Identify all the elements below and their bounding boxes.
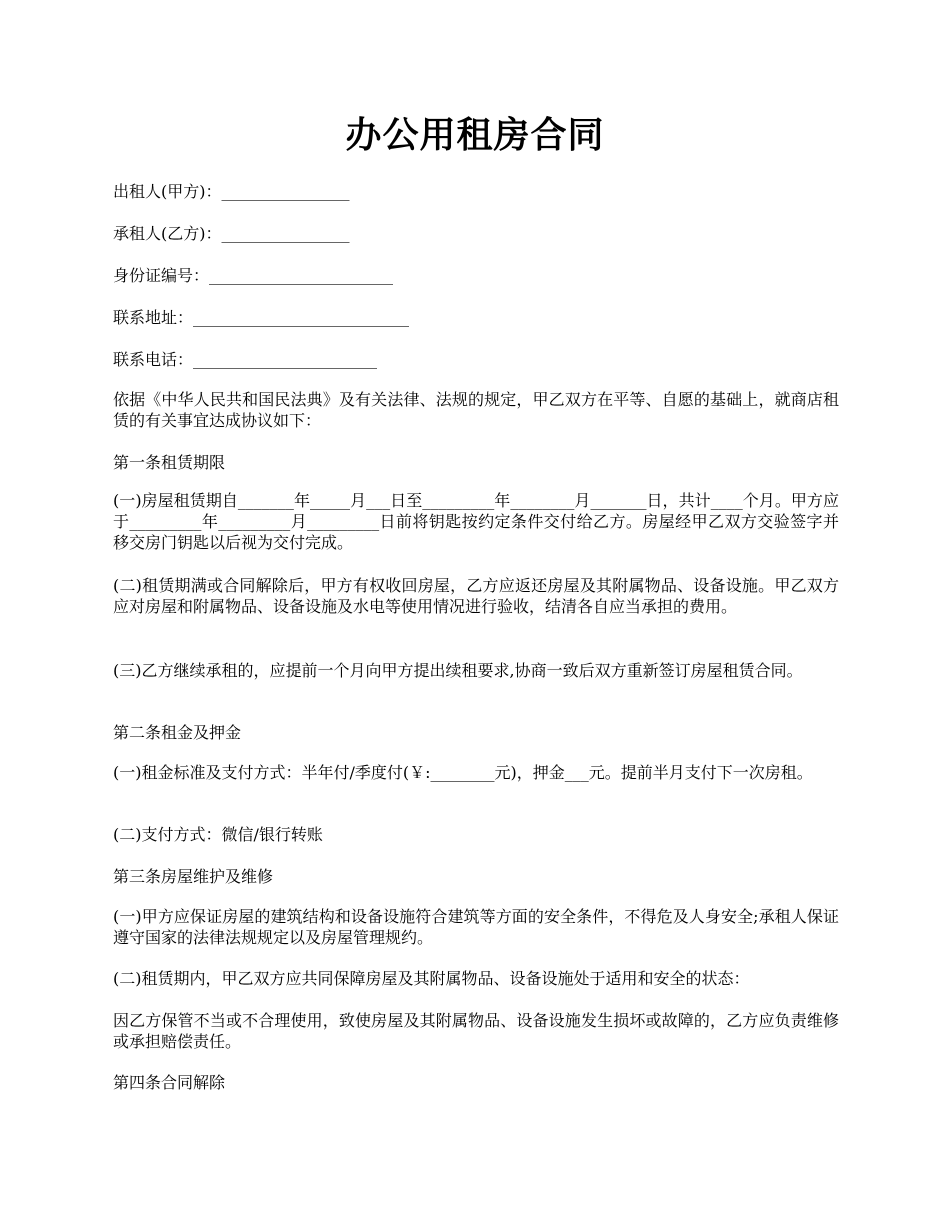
- phone-field: 联系电话：_______________________: [113, 350, 378, 369]
- intro-paragraph: 依据《中华人民共和国民法典》及有关法律、法规的规定，甲乙双方在平等、自愿的基础上，就商店租赁的有关事宜达成协议如下：: [113, 390, 839, 430]
- section-heading: 第四条合同解除: [113, 1073, 226, 1092]
- clause-paragraph: (二)租赁期满或合同解除后，甲方有权收回房屋，乙方应返还房屋及其附属物品、设备设施。甲乙双方应对房屋和附属物品、设备设施及水电等使用情况进行验收，结清各自应当承担的费用。: [113, 576, 839, 616]
- section-heading: 第一条租赁期限: [113, 453, 226, 472]
- section-heading: 第二条租金及押金: [113, 723, 242, 742]
- lessor-field: 出租人(甲方)：________________: [113, 182, 350, 201]
- clause-paragraph: (一)租金标准及支付方式：半年付/季度付(￥:________元)，押金___元。提前半月支付下一次房租。: [113, 763, 813, 782]
- clause-paragraph: 因乙方保管不当或不合理使用，致使房屋及其附属物品、设备设施发生损坏或故障的，乙方应负责维修或承担赔偿责任。: [113, 1011, 839, 1051]
- document-title: 办公用租房合同: [345, 115, 605, 156]
- address-field: 联系地址：___________________________: [113, 308, 410, 327]
- id-number-field: 身份证编号：_______________________: [113, 266, 394, 285]
- clause-paragraph: (二)支付方式：微信/银行转账: [113, 825, 323, 844]
- section-heading: 第三条房屋维护及维修: [113, 867, 274, 886]
- lessee-field: 承租人(乙方)：________________: [113, 224, 350, 243]
- clause-paragraph: (二)租赁期内，甲乙双方应共同保障房屋及其附属物品、设备设施处于适用和安全的状态：: [113, 969, 750, 988]
- clause-paragraph: (三)乙方继续承租的，应提前一个月向甲方提出续租要求,协商一致后双方重新签订房屋租赁合同。: [113, 661, 803, 680]
- clause-paragraph: (一)甲方应保证房屋的建筑结构和设备设施符合建筑等方面的安全条件，不得危及人身安全;承租人保证遵守国家的法律法规规定以及房屋管理规约。: [113, 907, 839, 947]
- clause-paragraph: (一)房屋租赁期自_______年_____月___日至_________年________月_______日，共计____个月。甲方应于_________年_________月_________日前将钥匙按约定条件交付给乙方。房屋经甲乙双方交验签字并移交房门钥匙以后视为交付完成。: [113, 491, 839, 552]
